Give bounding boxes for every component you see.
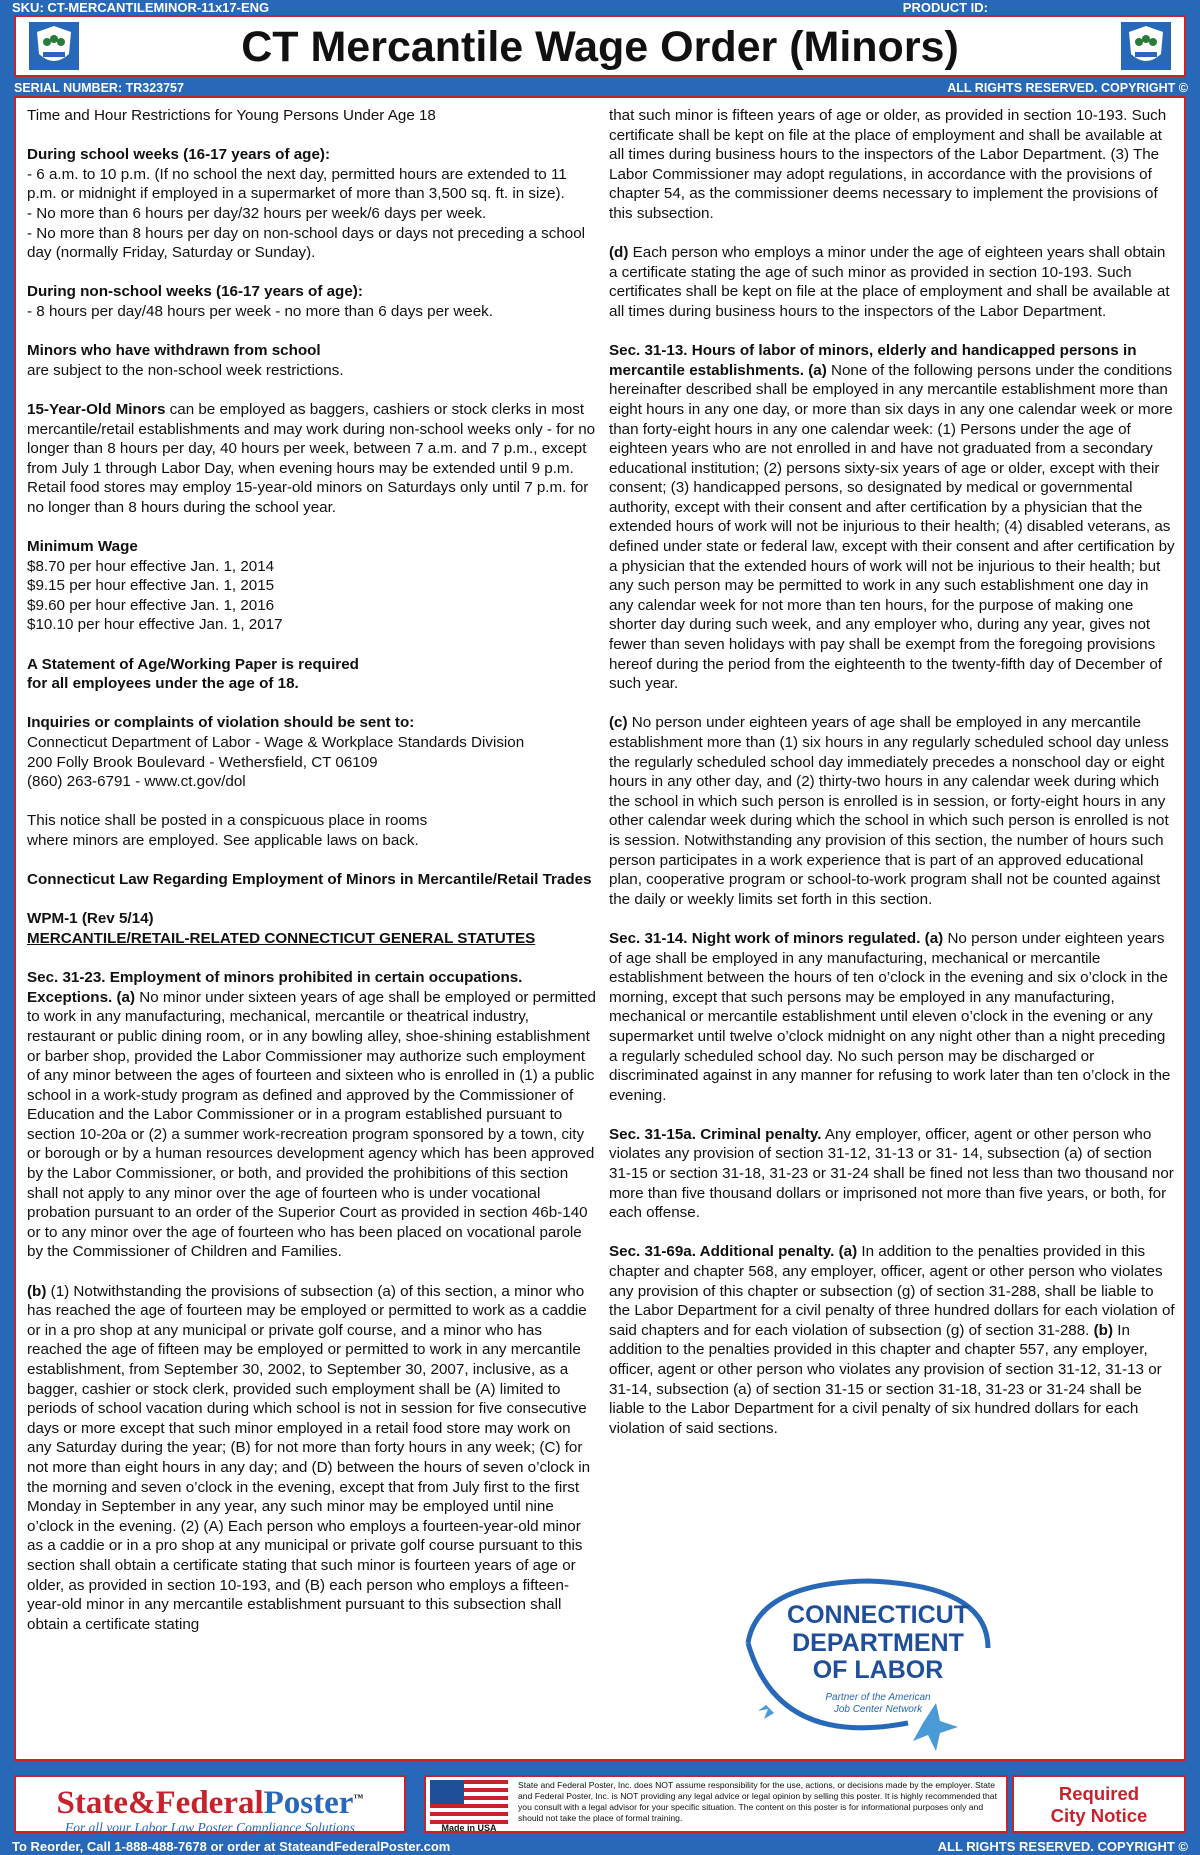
brand-tagline: For all your Labor Law Poster Compliance Solutions (65, 1820, 355, 1835)
right-column (609, 106, 1177, 1458)
rule-line: - No more than 8 hours per day on non-school days or days not preceding a school day (normally Friday, Saturday or Sunday). (27, 224, 586, 262)
rule-line: are subject to the non-school week restrictions. (27, 361, 344, 379)
logo-line3: OF LABOR (812, 1656, 944, 1684)
statute-paragraph (609, 1242, 1177, 1438)
intro-text: Time and Hour Restrictions for Young Persons Under Age 18 (27, 107, 436, 124)
statute-paragraph (27, 968, 597, 1262)
statute-text: None of the following persons under the conditions hereinafter described shall be employed in any mercantile establishment more than eight hours in any one day, or more than six days in any one calendar week or more than forty-eight hours in any one calendar week: (1) Persons under the age of eighteen years who are not enrolled in and have not graduated from a secondary educational institution; (2) persons sixty-six years of age or older, except with their consent; (3) handicapped persons, so designated by medical or governmental authority, except with their consent and after certification by a physician that the extended hours of work will not be injurious to their health; (4) disabled veterans, as defined under state or federal law, except with their consent and after certification by a physician that the extended hours of work will not be injurious to their health; but any such person may be permitted to work in any such establishment one day in any calendar week for not more than ten hours, for the purpose of making one shorter day during such week, and any employer who, during any year, gives not fewer than seven holidays with pay shall be exempt from the foregoing provisions hereof during the period from the eighteenth to the twenty-fifth day of December of such year. (609, 361, 1175, 693)
paragraph (27, 400, 597, 518)
statute-paragraph (609, 243, 1177, 321)
address-line: Connecticut Department of Labor - Wage & Workplace Standards Division (27, 734, 525, 751)
statement-line: A Statement of Age/Working Paper is required (27, 655, 359, 673)
notice-line: This notice shall be posted in a conspicuous place in rooms (27, 812, 428, 830)
product-id-label: PRODUCT ID: (902, 0, 988, 15)
subsection-label: (a) (838, 1243, 858, 1261)
address-line: 200 Folly Brook Boulevard - Wethersfield, CT 06109 (27, 753, 378, 771)
brand-logo (16, 1781, 404, 1821)
statute-text: Each person who employs a minor under the age of eighteen years shall obtain a certificate stating the age of such minor as provided in section 10-193. Such certificates shall be kept on file at the place of employment and shall be available at all times during business hours to the inspectors of the Labor Department. (609, 244, 1170, 320)
subsection-label: (a) (924, 929, 944, 947)
required-label: Required (1058, 1783, 1140, 1804)
statute-text: In addition to the penalties provided in this chapter and chapter 568, any employer, officer, agent or other person who violates any provision of this chapter or subsection (g) of section 31-288, shall be liable to the Labor Department for a civil penalty of three hundred dollars for each violation of said chapters and for each violation of subsection (g) of section 31-288. (609, 1243, 1175, 1339)
copyright-notice: ALL RIGHTS RESERVED. COPYRIGHT © (937, 1839, 1188, 1854)
statute-paragraph (609, 1125, 1177, 1223)
subsection-label: (d) (609, 244, 629, 262)
logo-tagline: Job Center Network (833, 1704, 923, 1715)
sku-label: SKU: CT-MERCANTILEMINOR-11x17-ENG (12, 0, 270, 15)
statute-text: In addition to the penalties provided in this chapter and chapter 557, any employer, officer, agent or other person who violates any provision of section 31-12, 31-13 or 31-14, subsection (a) of section 31-15 or section 31-18, 31-23 or 31-24 shall be liable to the Labor Department for a civil penalty of six hundred dollars for each violation of said sections. (609, 1321, 1162, 1437)
subsection-label: (b) (1093, 1321, 1114, 1339)
statute-heading: Sec. 31-15a. Criminal penalty. (609, 1125, 822, 1143)
statute-text: (1) Notwithstanding the provisions of subsection (a) of this section, a minor who has reached the age of fourteen may be employed or permitted to work as a caddie or in a pro shop at any municipal or private golf course, and a minor who has reached the age of fifteen may be employed or permitted to work in any mercantile establishment, from September 30, 2002, to September 30, 2007, inclusive, as a bagger, cashier or stock clerk, provided such employment shall be (A) limited to periods of school vacation during which school is not in session for five consecutive days or more except that such minor employed in a retail food store may work on any Saturday during the year; (B) for not more than forty hours in any week; (C) for not more than eight hours in any day; and (D) between the hours of seven o’clock in the morning and seven o’clock in the evening, except that from July first to the first Monday in September in any year, any such minor may be employed until nine o’clock in the evening. (2) (A) Each person who employs a fourteen-year-old minor as a caddie or in a pro shop at any municipal or private golf course pursuant to this section shall obtain a certificate stating that such minor is fourteen years of age or older, as provided in section 10-193, and (B) each person who employs a fifteen-year-old minor in any mercantile establishment pursuant to this subsection shall obtain a certificate stating (27, 1282, 591, 1633)
statute-paragraph (609, 713, 1177, 909)
statute-text: that such minor is fifteen years of age or older, as provided in section 10-193. Such certificate shall be kept on file at the place of employment and shall be available at all times during business hours to the inspectors of the Labor Department. (3) The Labor Commissioner may adopt regulations, in accordance with the provisions of chapter 54, as the commissioner deems necessary to implement the provisions of this subsection. (609, 107, 1167, 222)
top-bar (0, 0, 1200, 16)
wage-line: $10.10 per hour effective Jan. 1, 2017 (27, 616, 283, 634)
poster-header (14, 15, 1186, 77)
brand-box (14, 1775, 406, 1833)
statute-heading: Sec. 31-69a. Additional penalty. (609, 1243, 835, 1261)
section-heading: Connecticut Law Regarding Employment of Minors in Mercantile/Retail Trades (27, 871, 592, 889)
notice-line: where minors are employed. See applicable laws on back. (27, 831, 419, 849)
rule-line: - 8 hours per day/48 hours per week - no more than 6 days per week. (27, 302, 493, 320)
statute-heading: Sec. 31-13. Hours of labor of minors, elderly and handicapped persons in mercantile establishments. (609, 342, 1137, 379)
star-icon (758, 1705, 774, 1719)
statement-line: for all employees under the age of 18. (27, 675, 299, 693)
required-notice-box (1012, 1775, 1186, 1833)
reorder-text: To Reorder, Call 1-888-488-7678 or order at StateandFederalPoster.com (12, 1839, 451, 1854)
form-number: WPM-1 (Rev 5/14) (27, 910, 154, 928)
rule-line: - No more than 6 hours per day/32 hours per week/6 days per week. (27, 204, 487, 222)
left-column (27, 106, 597, 1654)
section-heading: During non-school weeks (16-17 years of age): (27, 283, 363, 301)
brand-name-part: Poster (263, 1785, 354, 1821)
state-seal-icon (1121, 22, 1171, 70)
statute-text: No person under eighteen years of age shall be employed in any mercantile establishment more than (1) six hours in any regularly scheduled school day unless the regularly scheduled school day immediately precedes a nonschool day or eight hours in any other day, and (2) thirty-two hours in any calendar week during which the school in which such person is enrolled is in session, or forty-eight hours in any other calendar week during which the school in which such person is enrolled is not is session. Notwithstanding any provision of this section, the number of hours such person participates in a work experience that is part of an approved educational plan, cooperative program or school-to-work program shall not be counted against the daily or weekly limits set forth in this section. (609, 714, 1169, 908)
subsection-label: (a) (116, 988, 136, 1006)
serial-number: SERIAL NUMBER: TR323757 (14, 81, 184, 95)
statutes-heading: MERCANTILE/RETAIL-RELATED CONNECTICUT GENERAL STATUTES (27, 929, 536, 947)
section-heading: Minors who have withdrawn from school (27, 342, 321, 360)
paragraph-text: can be employed as baggers, cashiers or stock clerks in most mercantile/retail establishments and may work during non-school weeks only - for no longer than 8 hours per day, 40 hours per week, between 7 a.m. and 7 p.m., except from July 1 through Labor Day, when evening hours may be extended until 9 p.m. Retail food stores may employ 15-year-old minors on Saturdays only until 7 p.m. for no longer than 8 hours during the school year. (27, 400, 596, 516)
inline-heading: 15-Year-Old Minors (27, 400, 166, 418)
disclaimer-text: State and Federal Poster, Inc. does NOT assume responsibility for the use, actions, or decisions made by the employer. State and Federal Poster, Inc. is NOT providing any legal advice or legal opinion by selling this poster. It is highly recommended that you consult with a legal advisor for your specific situation. The content on this poster is for informational purposes only and should not take the place of formal training. (518, 1780, 997, 1823)
statute-paragraph (609, 341, 1177, 694)
statute-paragraph (27, 1282, 597, 1635)
subsection-label: (c) (609, 714, 628, 732)
page-title: CT Mercantile Wage Order (Minors) (241, 23, 959, 71)
statute-text: Any employer, officer, agent or other person who violates any provision of section 31-12, 31-13 or 31- 14, subsection (a) of section 31-15 or section 31-18, 31-23 or 31-24 shall be fined not less than two thousand nor more than five thousand dollars or imprisoned not more than five years, or both, for each offense. (609, 1125, 1174, 1222)
section-heading: Minimum Wage (27, 538, 138, 556)
trademark: ™ (353, 1793, 364, 1804)
disclaimer-box (424, 1775, 1008, 1833)
statute-paragraph (609, 929, 1177, 1105)
bottom-bar (0, 1838, 1200, 1855)
wage-line: $9.60 per hour effective Jan. 1, 2016 (27, 596, 275, 614)
logo-line2: DEPARTMENT (792, 1629, 964, 1657)
section-heading: During school weeks (16-17 years of age): (27, 146, 331, 164)
poster-body (14, 96, 1186, 1761)
statute-heading: Sec. 31-23. Employment of minors prohibited in certain occupations. Exceptions. (27, 969, 523, 1006)
made-in-usa-label: Made in USA (441, 1823, 497, 1833)
serial-bar (0, 80, 1200, 96)
logo-line1: CONNECTICUT (787, 1601, 969, 1629)
statute-heading: Sec. 31-14. Night work of minors regulated. (609, 929, 921, 947)
logo-tagline: Partner of the American (825, 1692, 931, 1703)
rule-line: - 6 a.m. to 10 p.m. (If no school the next day, permitted hours are extended to 11 p.m. or midnight if employed in a supermarket of more than 3,500 sq. ft. in size). (27, 165, 567, 203)
statute-text: No minor under sixteen years of age shall be employed or permitted to work in any manufacturing, mechanical, mercantile or theatrical industry, restaurant or public dining room, or in any bowling alley, shoe-shining establishment or barber shop, provided the Labor Commissioner may authorize such employment of any minor between the ages of fourteen and sixteen who is enrolled in (1) a public school in a work-study program as defined and approved by the Commissioner of Education and the Labor Commissioner or in a program established pursuant to section 10-20a or (2) a summer work-recreation program sponsored by a town, city or borough or by a human resources development agency which has been approved by the Labor Commissioner, or both, and provided the prohibitions of this section shall not apply to any minor over the age of fourteen who is under vocational probation pursuant to an order of the Superior Court as provided in section 46b-140 or to any minor over the age of fourteen who has been placed on vocational parole by the Commissioner of Children and Families. (27, 988, 596, 1261)
us-flag-icon (430, 1780, 508, 1826)
wage-line: $8.70 per hour effective Jan. 1, 2014 (27, 557, 275, 575)
wage-line: $9.15 per hour effective Jan. 1, 2015 (27, 577, 275, 595)
section-heading: Inquiries or complaints of violation should be sent to: (27, 714, 415, 732)
statute-text: No person under eighteen years of age shall be employed in any manufacturing, mechanical or mercantile establishment between the hours of ten o’clock in the evening and six o’clock in the morning, except that such persons may be employed in any manufacturing, mechanical or mercantile establishment until eleven o’clock in the evening or any supermarket until twelve o’clock midnight on any night other than a night preceding a regularly scheduled school day. No such person may be discharged or discriminated against in any manner for refusing to work later than ten o’clock in the evening. (609, 929, 1171, 1104)
subsection-label: (b) (27, 1282, 47, 1300)
subsection-label: (a) (808, 361, 827, 379)
brand-name-part: State&Federal (56, 1785, 264, 1821)
required-label: City Notice (1050, 1805, 1148, 1826)
copyright-notice: ALL RIGHTS RESERVED. COPYRIGHT © (947, 81, 1188, 95)
address-line: (860) 263-6791 - www.ct.gov/dol (27, 773, 246, 791)
dol-logo (718, 1573, 1018, 1756)
